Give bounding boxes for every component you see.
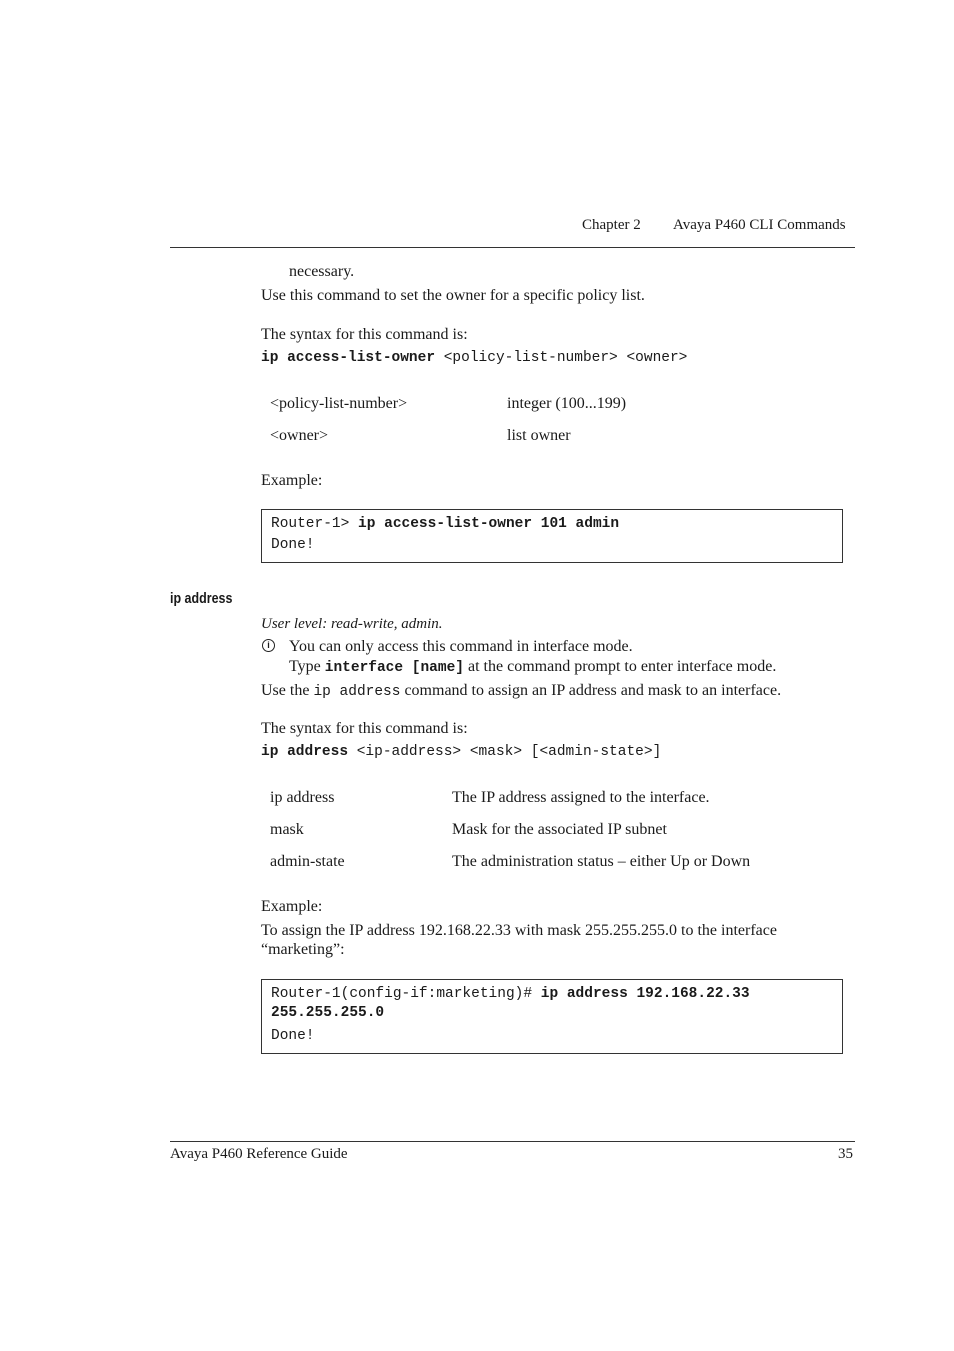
param-name: ip address: [270, 789, 335, 806]
section2-intro: [261, 681, 781, 701]
section1-example-label: Example:: [261, 472, 323, 489]
footer-guide-title: Avaya P460 Reference Guide: [170, 1146, 348, 1162]
syntax-arguments: <policy-list-number> <owner>: [435, 350, 688, 366]
syntax-command: ip address: [261, 744, 349, 760]
continuation-text: necessary.: [289, 263, 355, 280]
section2-syntax-line: [261, 744, 661, 761]
param-desc: integer (100...199): [507, 395, 627, 412]
param-desc: Mask for the associated IP subnet: [452, 821, 667, 838]
code-prompt: Router-1(config-if:marketing)#: [271, 986, 541, 1002]
example-description-line1: To assign the IP address 192.168.22.33 with mask 255.255.255.0 to the interface: [261, 922, 777, 939]
param-desc: The IP address assigned to the interface.: [452, 789, 710, 806]
param-desc: list owner: [507, 427, 571, 444]
section2-syntax-label: The syntax for this command is:: [261, 720, 468, 737]
section1-syntax-label: The syntax for this command is:: [261, 326, 468, 343]
header-title: Avaya P460 CLI Commands: [673, 217, 846, 233]
code-example-box: [261, 979, 843, 1054]
param-desc: The administration status – either Up or Down: [452, 853, 751, 870]
code-command: ip address 192.168.22.33: [540, 986, 750, 1002]
user-level: User level: read-write, admin.: [261, 616, 443, 632]
section1-intro: Use this command to set the owner for a specific policy list.: [261, 287, 645, 304]
intro-code: ip address: [313, 684, 401, 700]
syntax-arguments: <ip-address> <mask> [<admin-state>]: [348, 744, 662, 760]
param-name: <policy-list-number>: [270, 395, 408, 412]
example-description-line2: “marketing”:: [261, 941, 345, 958]
intro-pre: Use the: [261, 682, 314, 699]
page-number: 35: [838, 1146, 853, 1162]
code-command: ip access-list-owner 101 admin: [358, 516, 620, 532]
info-icon: i: [262, 639, 275, 652]
note-line2: [289, 657, 776, 677]
code-example-box: [261, 509, 843, 563]
header-rule: [170, 247, 855, 248]
footer-rule: [170, 1141, 855, 1142]
param-name: admin-state: [270, 853, 345, 870]
section1-syntax-line: [261, 350, 687, 367]
param-name: <owner>: [270, 427, 329, 444]
code-command-continued: 255.255.255.0: [271, 1005, 385, 1021]
code-result: Done!: [271, 1028, 315, 1044]
code-result: Done!: [271, 537, 315, 553]
note-rest: at the command prompt to enter interface mode.: [464, 658, 777, 675]
code-line: [271, 986, 750, 1003]
note-type: Type: [289, 658, 325, 675]
section2-example-label: Example:: [261, 898, 323, 915]
syntax-command: ip access-list-owner: [261, 350, 436, 366]
note-line1: You can only access this command in interface mode.: [289, 638, 633, 655]
param-name: mask: [270, 821, 304, 838]
header-chapter: Chapter 2: [582, 217, 641, 233]
code-prompt: Router-1>: [271, 516, 359, 532]
intro-post: command to assign an IP address and mask to an interface.: [400, 682, 782, 699]
section-heading: ip address: [170, 591, 233, 607]
code-line: [271, 516, 619, 533]
note-command: interface [name]: [324, 660, 464, 676]
